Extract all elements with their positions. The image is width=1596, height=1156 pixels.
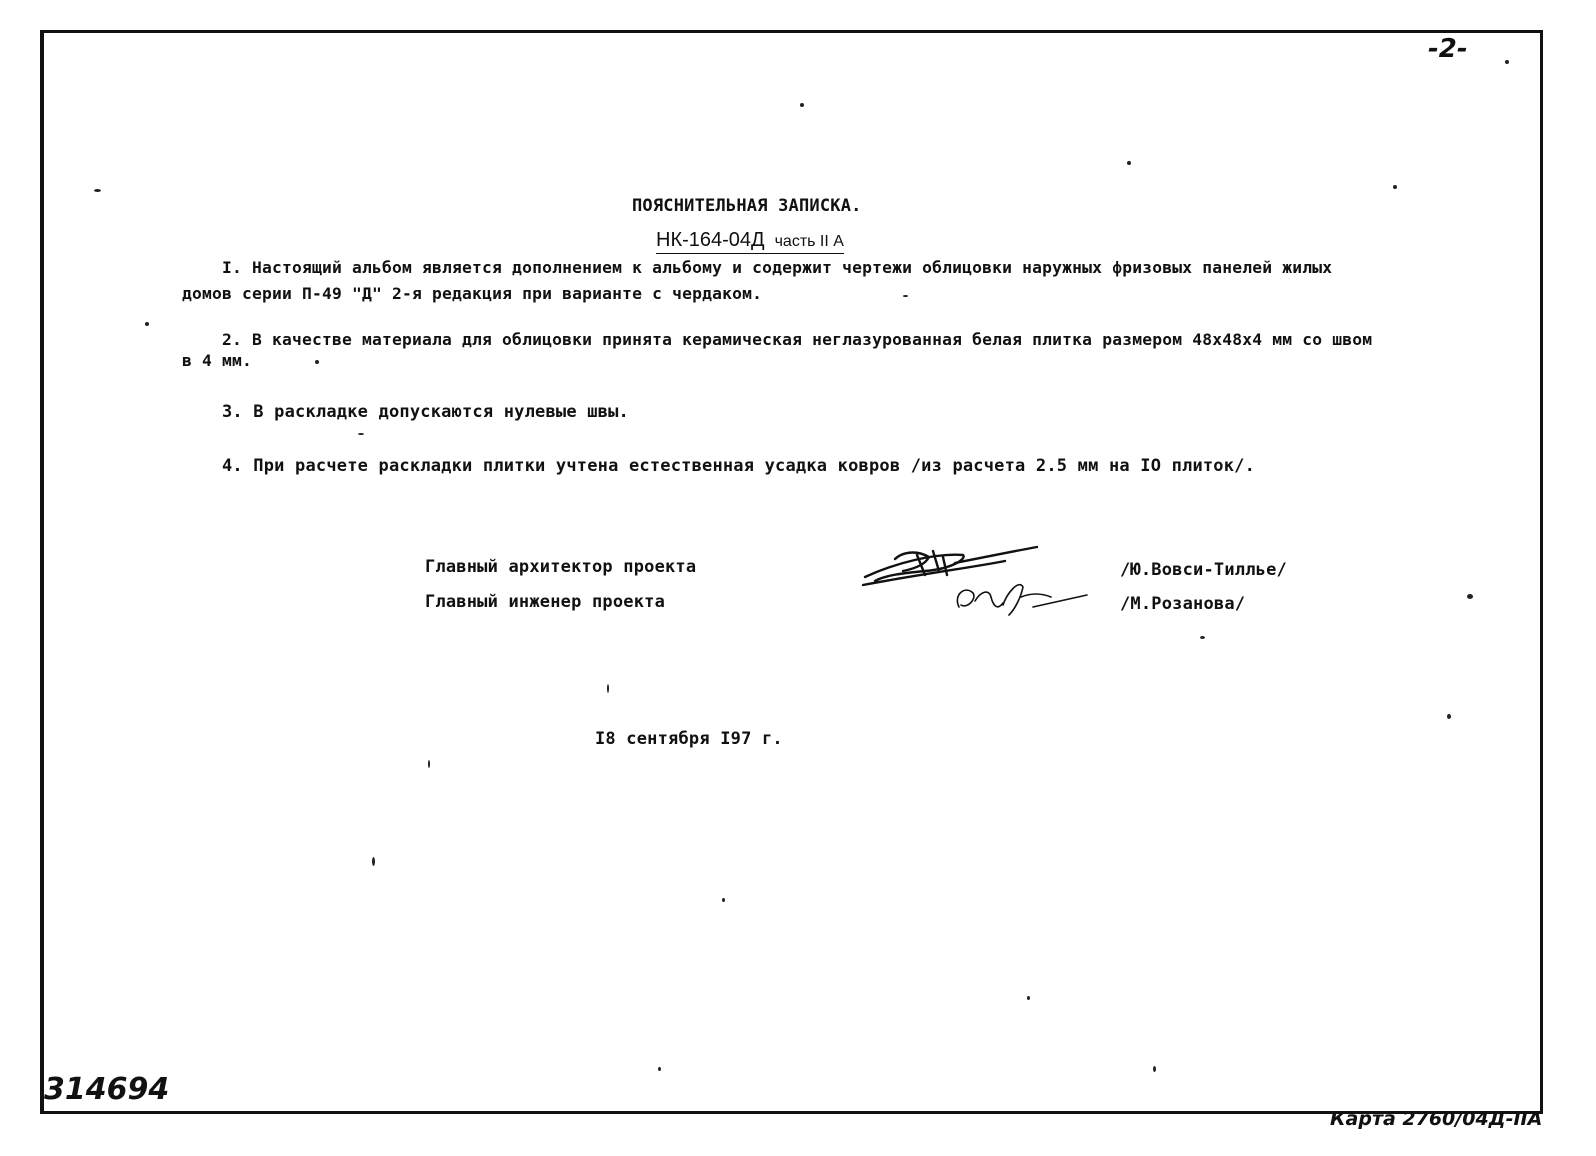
inventory-number: 314694 bbox=[44, 1072, 170, 1107]
album-code bbox=[656, 229, 844, 254]
scan-speck bbox=[94, 189, 101, 192]
scan-speck bbox=[607, 684, 609, 693]
album-code-number: НК-164-04Д bbox=[656, 229, 765, 251]
scan-speck bbox=[658, 1067, 661, 1071]
paragraph-2-line-1: 2. В качестве материала для облицовки принята керамическая неглазурованная белая плитка размером 48х48х4 мм со швом bbox=[222, 330, 1373, 349]
document-title: ПОЯСНИТЕЛЬНАЯ ЗАПИСКА. bbox=[632, 196, 862, 216]
scan-speck bbox=[903, 295, 908, 297]
album-part: часть II А bbox=[774, 233, 844, 250]
signature-name-engineer: /М.Розанова/ bbox=[1120, 594, 1246, 614]
document-frame bbox=[40, 30, 1543, 1114]
scan-speck bbox=[315, 360, 319, 364]
scan-speck bbox=[428, 760, 430, 768]
signature-name-architect: /Ю.Вовси-Тилльe/ bbox=[1120, 560, 1287, 580]
handwritten-signatures bbox=[855, 535, 1115, 625]
scan-speck bbox=[1027, 996, 1030, 1000]
scan-speck bbox=[800, 103, 804, 107]
scan-speck bbox=[145, 322, 149, 326]
paragraph-3: 3. В раскладке допускаются нулевые швы. bbox=[222, 402, 629, 422]
paragraph-2-line-2: в 4 мм. bbox=[182, 351, 253, 370]
scan-speck bbox=[1505, 60, 1509, 64]
scan-speck bbox=[358, 433, 364, 435]
scan-speck bbox=[1447, 714, 1451, 719]
signature-role-engineer: Главный инженер проекта bbox=[425, 592, 666, 612]
scan-speck bbox=[722, 898, 725, 902]
scan-speck bbox=[1393, 185, 1397, 189]
scan-speck bbox=[372, 857, 375, 866]
scan-speck bbox=[1200, 636, 1205, 639]
archive-note: Карта 2760/04Д-IIА bbox=[1330, 1108, 1543, 1130]
paragraph-1-line-1: I. Настоящий альбом является дополнением к альбому и содержит чертежи облицовки наружных фризовых панелей жилых bbox=[222, 258, 1333, 277]
signature-role-architect: Главный архитектор проекта bbox=[425, 557, 697, 577]
scan-speck bbox=[1467, 594, 1473, 599]
document-date: I8 сентября I97 г. bbox=[595, 729, 783, 749]
scan-speck bbox=[1153, 1066, 1156, 1072]
page-number: -2- bbox=[1428, 34, 1468, 64]
scan-speck bbox=[1127, 161, 1131, 165]
paragraph-4: 4. При расчете раскладки плитки учтена естественная усадка ковров /из расчета 2.5 мм на IO плиток/. bbox=[222, 456, 1256, 476]
paragraph-1-line-2: домов серии П-49 "Д" 2-я редакция при варианте с чердаком. bbox=[182, 284, 763, 303]
